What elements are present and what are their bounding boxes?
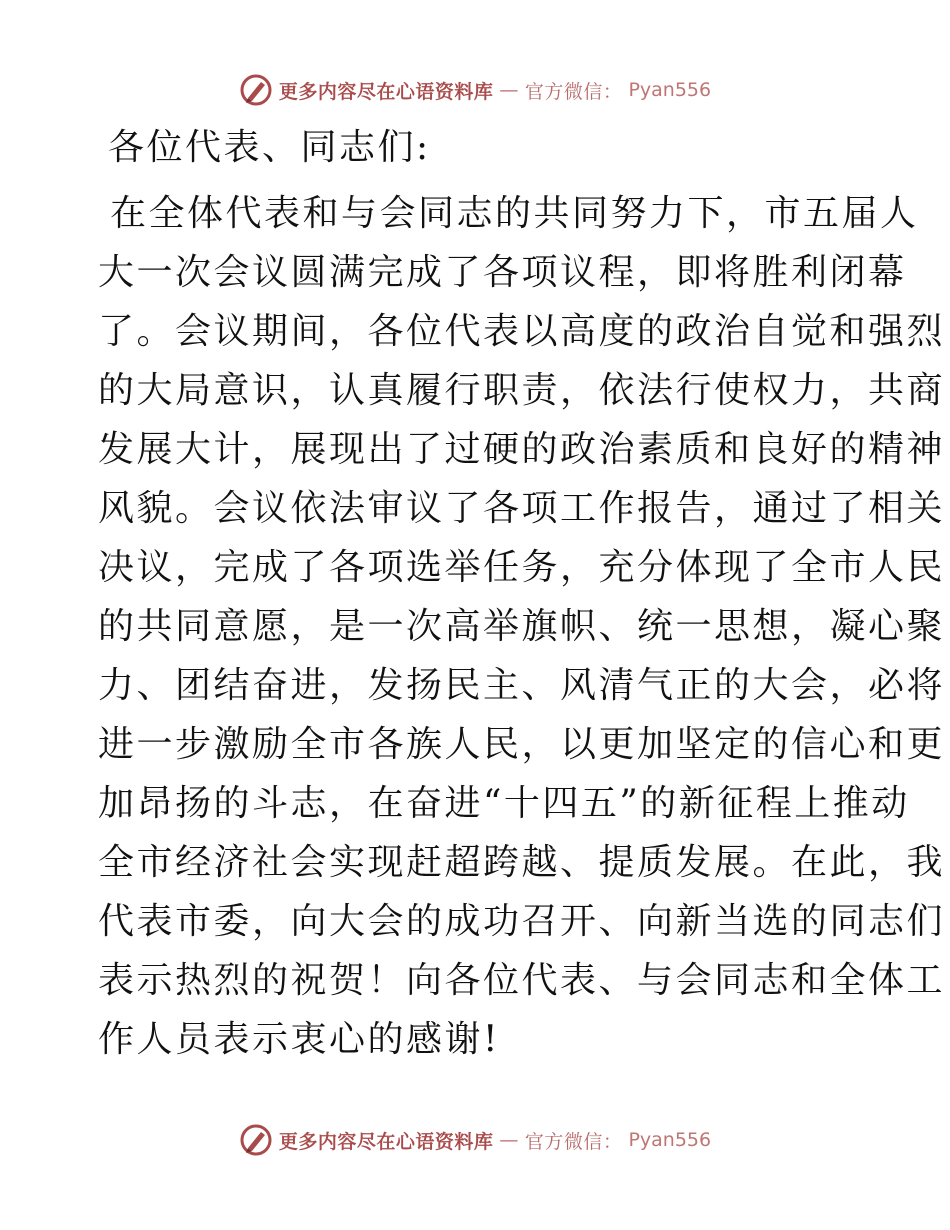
text-line: 全市经济社会实现赶超跨越、提质发展。在此，我	[98, 842, 946, 883]
watermark-wechat-id: Pyan556	[628, 1129, 712, 1151]
text-line: 决议，完成了各项选举任务，充分体现了全市人民	[98, 547, 946, 588]
text-line: 风貌。会议依法审议了各项工作报告，通过了相关	[98, 488, 946, 529]
footer-watermark	[0, 1120, 950, 1160]
text-line: 了。会议期间，各位代表以高度的政治自觉和强烈	[98, 311, 946, 352]
text-line: 表示热烈的祝贺！向各位代表、与会同志和全体工	[98, 960, 946, 1001]
paragraph	[98, 184, 946, 1069]
text-line: 大一次会议圆满完成了各项议程，即将胜利闭幕	[98, 252, 907, 293]
watermark-dash: —	[499, 79, 519, 101]
text-line: 发展大计，展现出了过硬的政治素质和良好的精神	[98, 429, 946, 470]
document-body	[98, 124, 946, 1069]
watermark-wechat-label: 官方微信：	[524, 80, 623, 103]
text-line: 力、团结奋进，发扬民主、风清气正的大会，必将	[98, 665, 946, 706]
watermark-main-text: 更多内容尽在心语资料库	[278, 1130, 494, 1153]
header-watermark	[0, 70, 950, 110]
pen-logo-icon	[239, 73, 273, 107]
watermark-dash: —	[499, 1129, 519, 1151]
watermark-wechat-label: 官方微信：	[524, 1130, 623, 1153]
pen-logo-icon	[239, 1123, 273, 1157]
text-line: 的大局意识，认真履行职责，依法行使权力，共商	[98, 370, 946, 411]
watermark-main-text: 更多内容尽在心语资料库	[278, 80, 494, 103]
watermark-wechat-id: Pyan556	[628, 79, 712, 101]
text-line: 代表市委，向大会的成功召开、向新当选的同志们	[98, 901, 946, 942]
greeting: 各位代表、同志们:	[108, 127, 431, 168]
text-line: 在全体代表和与会同志的共同努力下，市五届人	[110, 193, 919, 234]
text-line: 作人员表示衷心的感谢!	[98, 1019, 500, 1060]
text-line: 进一步激励全市各族人民，以更加坚定的信心和更	[98, 724, 946, 765]
text-line: 的共同意愿，是一次高举旗帜、统一思想，凝心聚	[98, 606, 946, 647]
text-line: 加昂扬的斗志，在奋进“十四五”的新征程上推动	[98, 783, 910, 824]
